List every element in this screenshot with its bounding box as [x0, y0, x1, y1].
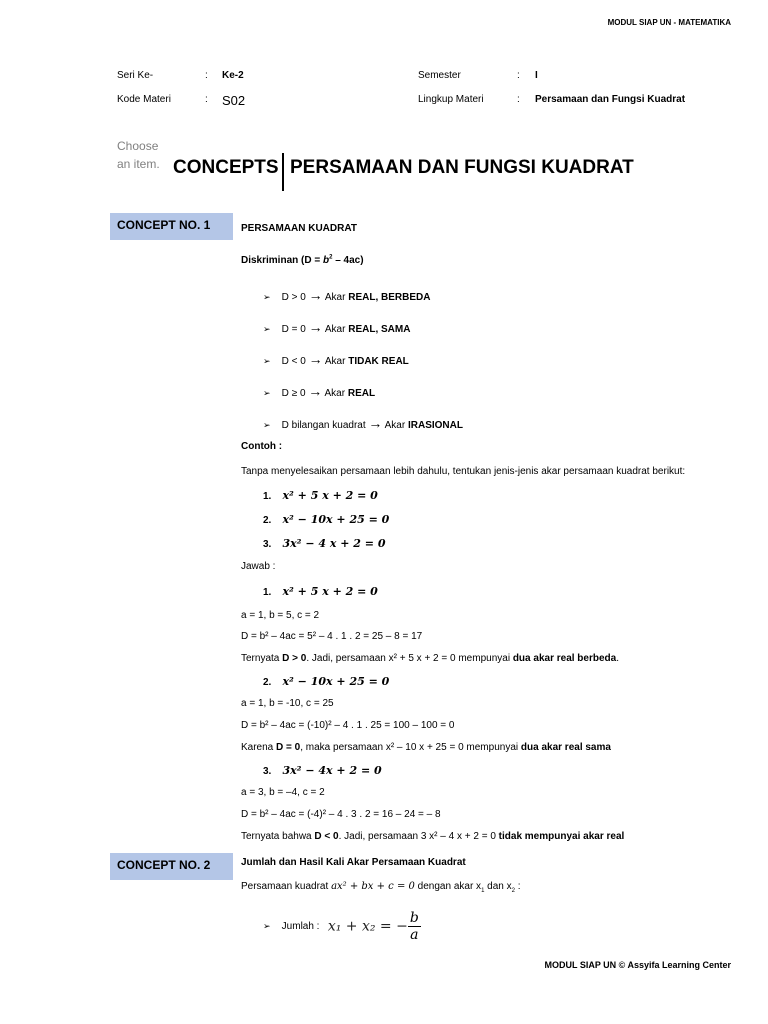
- bullet-icon: ➢: [263, 356, 271, 366]
- instruction-text: Tanpa menyelesaikan persamaan lebih dahulu, tentukan jenis-jenis akar persamaan kuadrat berikut:: [241, 466, 686, 477]
- answer-discriminant: D = b² – 4ac = (-10)² – 4 . 1 . 25 = 100 – 100 = 0: [241, 720, 455, 731]
- jawab-label: Jawab :: [241, 561, 276, 572]
- answer-discriminant: D = b² – 4ac = (-4)² – 4 . 3 . 2 = 16 – 24 = – 8: [241, 809, 441, 820]
- colon: :: [517, 70, 520, 81]
- arrow-icon: →: [368, 415, 383, 431]
- bullet-icon: ➢: [263, 388, 271, 398]
- rule-item: ➢ D ≥ 0 → Akar REAL: [263, 383, 376, 399]
- seri-value: Ke-2: [222, 70, 244, 81]
- answer-equation: 2. x² − 10x + 25 = 0: [263, 675, 390, 688]
- discriminant-formula: Diskriminan $(D = b^2 - 4ac)$: [241, 254, 364, 266]
- arrow-icon: →: [308, 319, 323, 335]
- answer-equation: 1. x² + 5 x + 2 = 0: [263, 585, 378, 598]
- colon: :: [205, 94, 208, 105]
- bullet-icon: ➢: [263, 420, 271, 430]
- module-header: MODUL SIAP UN - MATEMATIKA: [607, 18, 731, 27]
- bullet-icon: ➢: [263, 292, 271, 302]
- concept-1-heading: PERSAMAAN KUADRAT: [241, 223, 357, 234]
- contoh-label: Contoh :: [241, 441, 283, 452]
- question-item: 3. 3x² − 4 x + 2 = 0: [263, 537, 386, 550]
- title-divider: [282, 153, 284, 191]
- answer-conclusion: Karena D = 0, maka persamaan x² – 10 x + 25 = 0 mempunyai dua akar real sama: [241, 742, 611, 753]
- arrow-icon: →: [308, 287, 323, 303]
- kode-value: S02: [222, 93, 246, 108]
- bullet-icon: ➢: [263, 921, 271, 932]
- arrow-icon: →: [308, 383, 323, 399]
- concept-2-heading: Jumlah dan Hasil Kali Akar Persamaan Kuadrat: [241, 857, 466, 868]
- colon: :: [517, 94, 520, 105]
- rule-item: ➢ D < 0 → Akar TIDAK REAL: [263, 351, 409, 367]
- concepts-title: CONCEPTS: [173, 157, 279, 178]
- seri-label: Seri Ke-: [117, 70, 154, 81]
- question-item: 1. x² + 5 x + 2 = 0: [263, 489, 378, 502]
- choose-item-dropdown[interactable]: Choose an item.: [117, 139, 160, 171]
- concept-2-intro: Persamaan kuadrat ax² + bx + c = 0 dengan akar $x_1$ dan $x_2$ :: [241, 881, 521, 894]
- colon: :: [205, 70, 208, 81]
- kode-label: Kode Materi: [117, 94, 171, 105]
- concept-2-label: CONCEPT NO. 2: [110, 853, 233, 880]
- arrow-icon: →: [308, 351, 323, 367]
- jumlah-formula: ➢ Jumlah : x₁ + x₂ = − $\frac{b}{a}$: [263, 910, 419, 943]
- answer-conclusion: Ternyata bahwa D < 0. Jadi, persamaan 3 x² – 4 x + 2 = 0 tidak mempunyai akar real: [241, 831, 625, 842]
- topic-title: PERSAMAAN DAN FUNGSI KUADRAT: [290, 157, 634, 178]
- semester-value: I: [535, 70, 538, 81]
- semester-label: Semester: [418, 70, 461, 81]
- answer-equation: 3. 3x² − 4x + 2 = 0: [263, 764, 382, 777]
- bullet-icon: ➢: [263, 324, 271, 334]
- concept-1-label: CONCEPT NO. 1: [110, 213, 233, 240]
- lingkup-label: Lingkup Materi: [418, 94, 484, 105]
- answer-coefficients: a = 3, b = –4, c = 2: [241, 787, 325, 798]
- footer-text: MODUL SIAP UN © Assyifa Learning Center: [544, 960, 731, 970]
- answer-coefficients: a = 1, b = -10, c = 25: [241, 698, 334, 709]
- answer-conclusion: Ternyata D > 0. Jadi, persamaan x² + 5 x + 2 = 0 mempunyai dua akar real berbeda.: [241, 653, 619, 664]
- answer-discriminant: D = b² – 4ac = 5² – 4 . 1 . 2 = 25 – 8 = 17: [241, 631, 423, 642]
- rule-item: ➢ D bilangan kuadrat → Akar IRASIONAL: [263, 415, 463, 431]
- lingkup-value: Persamaan dan Fungsi Kuadrat: [535, 94, 686, 105]
- rule-item: ➢ D = 0 → Akar REAL, SAMA: [263, 319, 411, 335]
- answer-coefficients: a = 1, b = 5, c = 2: [241, 610, 320, 621]
- rule-item: ➢ D > 0 → Akar REAL, BERBEDA: [263, 287, 431, 303]
- question-item: 2. x² − 10x + 25 = 0: [263, 513, 390, 526]
